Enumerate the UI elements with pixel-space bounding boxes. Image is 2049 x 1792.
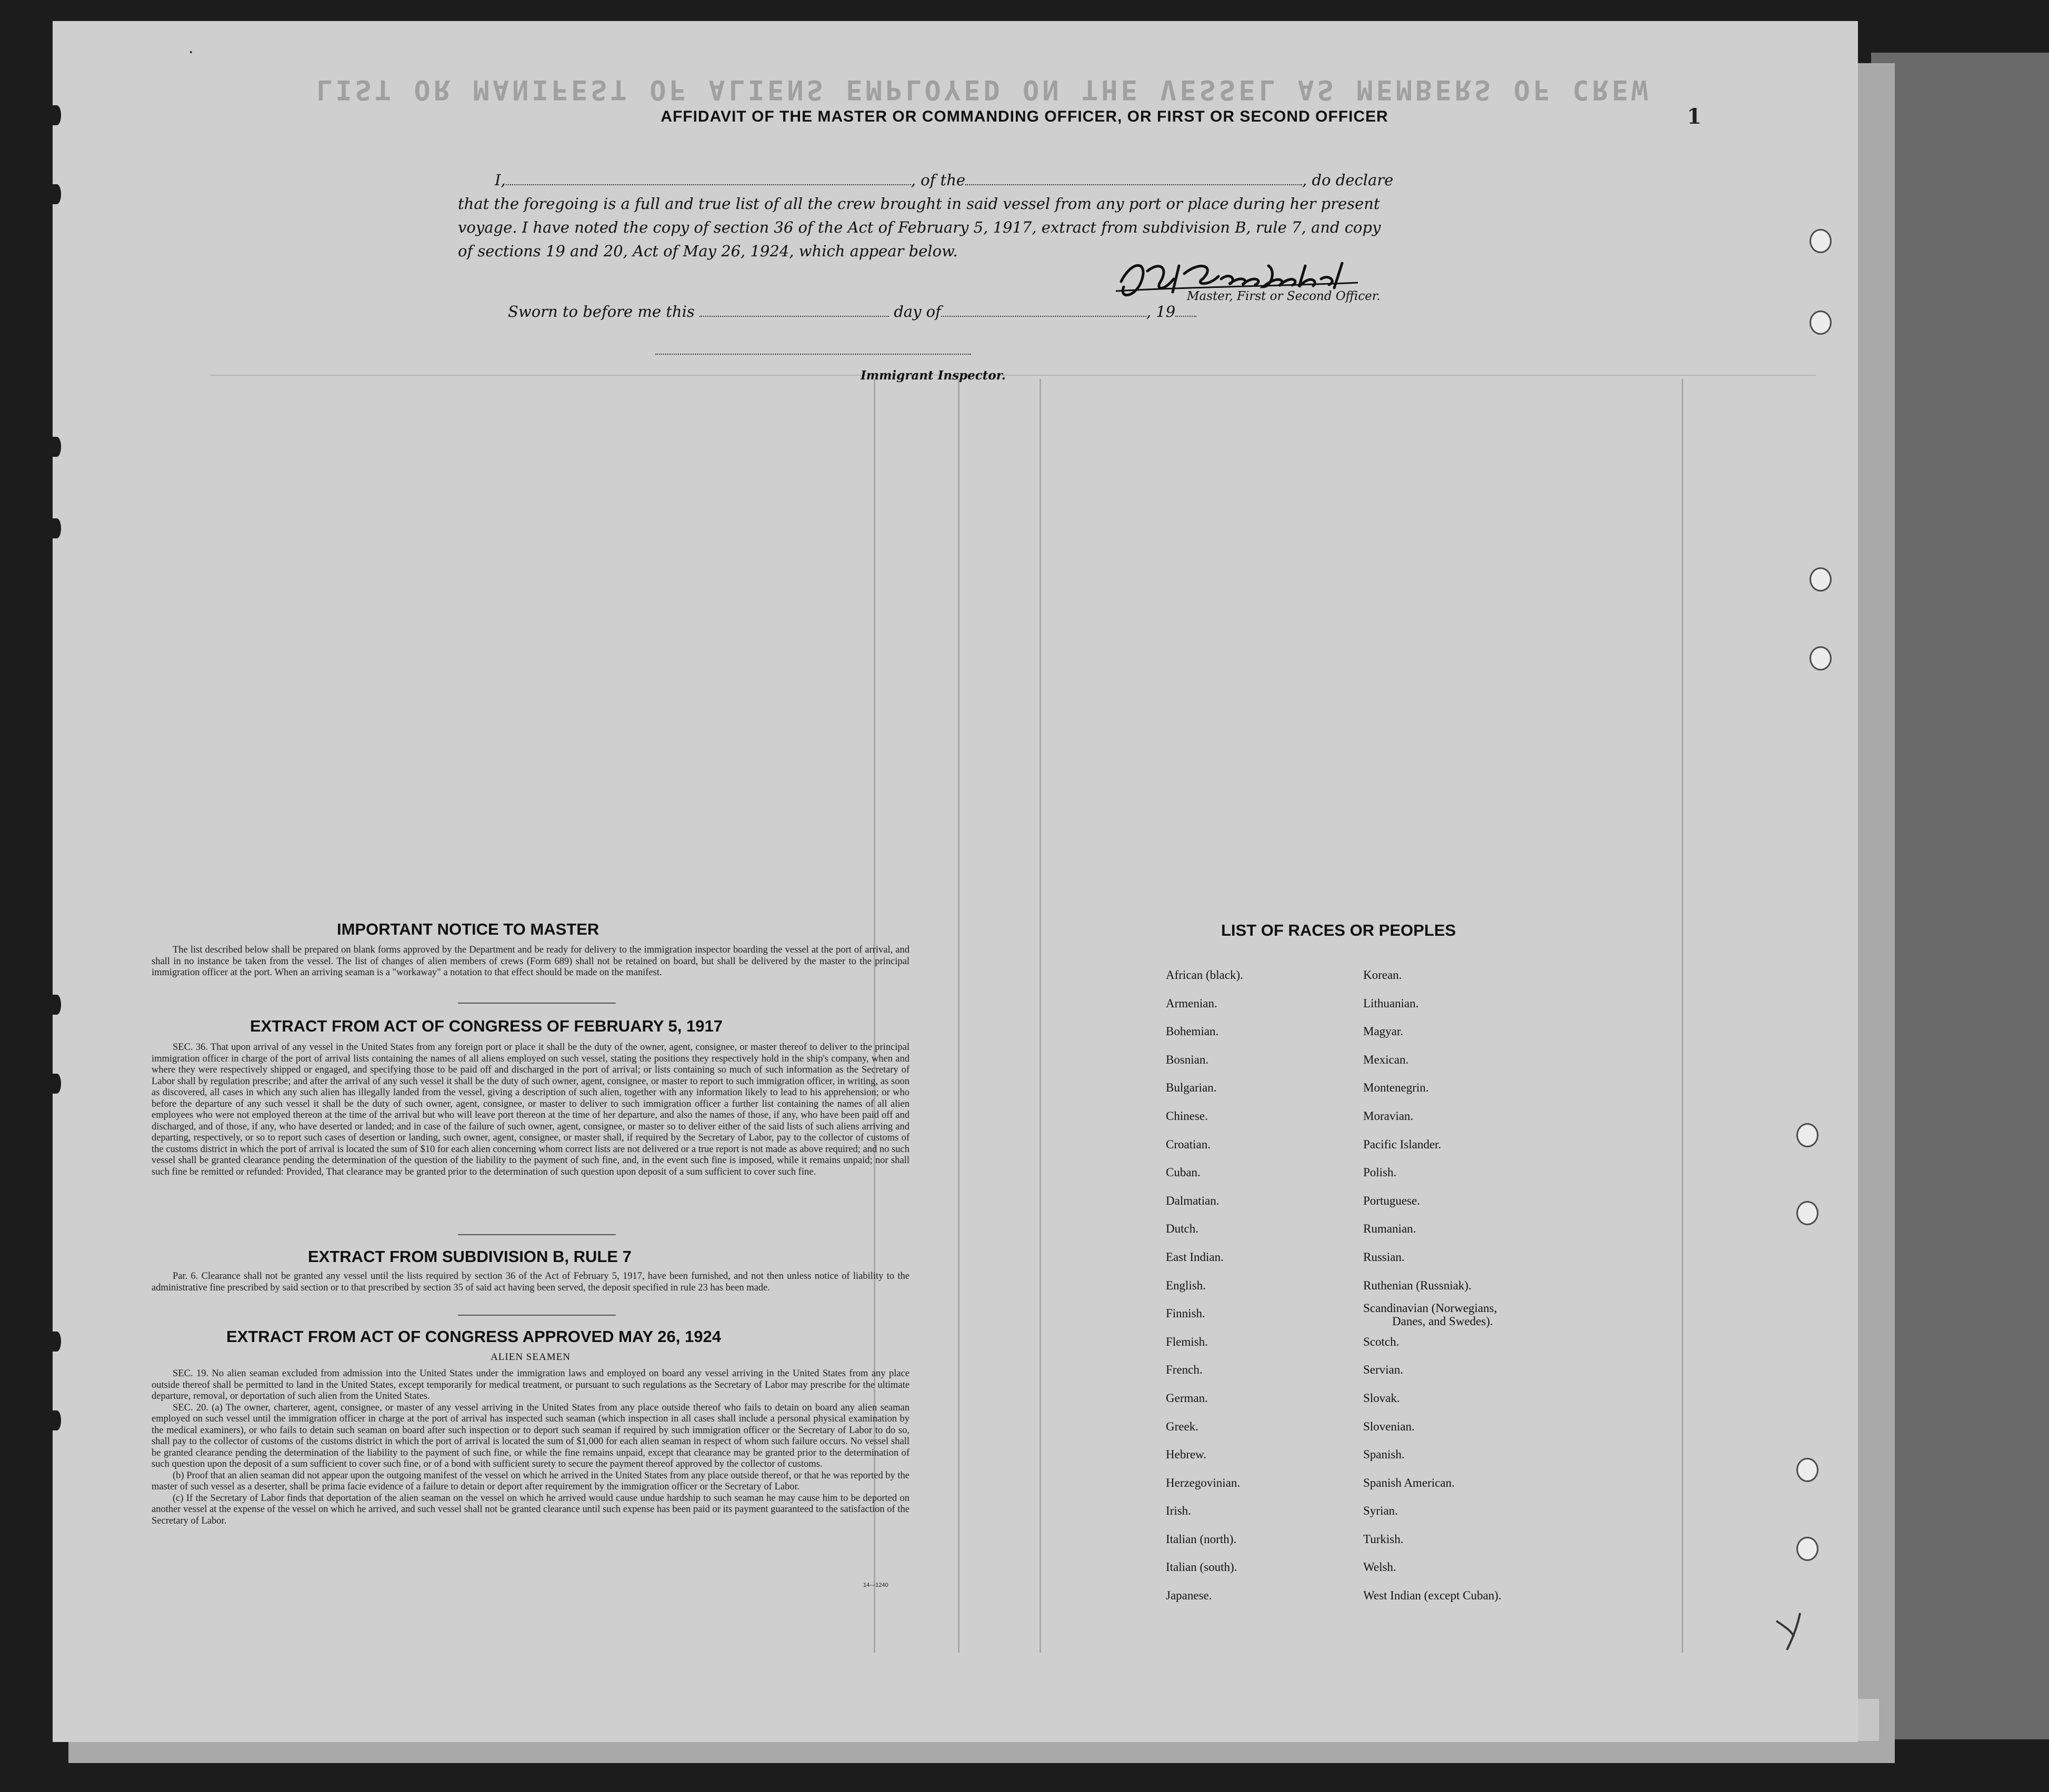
bleed-through-heading: LIST OR MANIFEST OF ALIENS EMPLOYED ON THE VESSEL AS MEMBERS OF CREW bbox=[316, 74, 1651, 105]
inspector-caption: Immigrant Inspector. bbox=[861, 368, 1006, 383]
race-item: Ruthenian (Russniak). bbox=[1363, 1278, 1472, 1292]
race-item: Armenian. bbox=[1166, 996, 1217, 1010]
races-list-right bbox=[1363, 961, 1502, 1610]
races-list-left bbox=[1166, 961, 1243, 1610]
signature-caption: Master, First or Second Officer. bbox=[1187, 289, 1381, 303]
race-item: Hebrew. bbox=[1166, 1448, 1207, 1461]
left-edge-hole bbox=[53, 1074, 61, 1094]
race-item: Spanish. bbox=[1363, 1448, 1405, 1461]
race-item: Herzegovinian. bbox=[1166, 1476, 1241, 1489]
bleed-through-column-line bbox=[1040, 379, 1041, 1653]
race-item: Japanese. bbox=[1166, 1589, 1212, 1603]
race-item: Spanish American. bbox=[1363, 1476, 1455, 1489]
race-item: Chinese. bbox=[1166, 1109, 1208, 1123]
left-edge-hole bbox=[53, 184, 61, 204]
vessel-fill-line bbox=[965, 171, 1302, 185]
underlying-sheet bbox=[1871, 53, 2049, 1739]
race-item: Polish. bbox=[1363, 1166, 1397, 1179]
left-edge-hole bbox=[53, 518, 61, 538]
race-item: Italian (north). bbox=[1166, 1532, 1237, 1546]
punch-hole bbox=[1810, 567, 1832, 592]
extract-1917-heading: EXTRACT FROM ACT OF CONGRESS OF FEBRUARY 5, 1917 bbox=[250, 1017, 723, 1035]
race-item: Servian. bbox=[1363, 1363, 1404, 1377]
day-of-label: day of bbox=[894, 303, 941, 321]
punch-hole bbox=[1810, 646, 1832, 670]
race-item: Dalmatian. bbox=[1166, 1194, 1220, 1207]
inspector-signature-line bbox=[655, 354, 971, 355]
race-item: Welsh. bbox=[1363, 1560, 1396, 1574]
punch-hole bbox=[1796, 1201, 1818, 1225]
sworn-year-fill-line bbox=[1175, 303, 1196, 317]
race-item: Dutch. bbox=[1166, 1222, 1198, 1236]
corner-pencil-mark: . bbox=[187, 41, 195, 57]
race-item: Portuguese. bbox=[1363, 1194, 1420, 1207]
race-item: Slovak. bbox=[1363, 1391, 1400, 1405]
extract-rule7-heading: EXTRACT FROM SUBDIVISION B, RULE 7 bbox=[308, 1247, 632, 1266]
race-item: French. bbox=[1166, 1363, 1203, 1377]
race-item: Scotch. bbox=[1363, 1335, 1400, 1348]
left-edge-hole bbox=[53, 105, 61, 125]
race-item: Cuban. bbox=[1166, 1166, 1201, 1179]
race-item: Turkish. bbox=[1363, 1532, 1404, 1546]
affidavit-title: AFFIDAVIT OF THE MASTER OR COMMANDING OFFICER, OR FIRST OR SECOND OFFICER bbox=[661, 108, 1388, 125]
bleed-through-rule bbox=[211, 375, 1816, 376]
race-item: East Indian. bbox=[1166, 1250, 1224, 1264]
race-item: African (black). bbox=[1166, 968, 1243, 982]
declaration-line-1 bbox=[458, 168, 1453, 192]
pencil-check-mark bbox=[1774, 1610, 1805, 1653]
extract-1924-body bbox=[152, 1368, 909, 1527]
section-20b-text: (b) Proof that an alien seaman did not appear upon the outgoing manifest of the vessel on which he arrived in the United States from any place outside thereof, or that he was reported by the master of such vessel as a deserter, shall be prima facie evidence of a failure to detain or deport after requirement by the immigration officer or the Secretary of Labor. bbox=[152, 1470, 909, 1492]
race-item: Finnish. bbox=[1166, 1307, 1205, 1320]
affidavit-declaration bbox=[458, 168, 1453, 263]
sworn-day-fill-line bbox=[699, 303, 889, 317]
race-item: Lithuanian. bbox=[1363, 996, 1419, 1010]
left-edge-hole bbox=[53, 995, 61, 1015]
of-the-label: , of the bbox=[911, 171, 966, 189]
race-item: West Indian (except Cuban). bbox=[1363, 1589, 1502, 1603]
race-item: Mexican. bbox=[1363, 1053, 1409, 1066]
extract-1924-heading: EXTRACT FROM ACT OF CONGRESS APPROVED MAY 26, 1924 bbox=[226, 1327, 721, 1346]
notice-heading: IMPORTANT NOTICE TO MASTER bbox=[337, 920, 599, 938]
section-rule bbox=[458, 1315, 616, 1316]
section-19-text: SEC. 19. No alien seaman excluded from admission into the United States under the immigration laws and employed on board any vessel arriving in the United States from any place outside thereof shall be permitted to land in the United States, except temporarily for medical treatment, or pursuant to such regulations as the Secretary of Labor may prescribe for the ultimate departure, removal, or deportation of such alien from the United States. bbox=[152, 1368, 909, 1401]
race-item: Syrian. bbox=[1363, 1504, 1398, 1518]
races-heading: LIST OF RACES OR PEOPLES bbox=[1221, 921, 1456, 939]
race-item: Russian. bbox=[1363, 1250, 1405, 1264]
bleed-through-column-line bbox=[1682, 379, 1683, 1653]
declaration-line-4: of sections 19 and 20, Act of May 26, 1924, which appear below. bbox=[458, 242, 958, 260]
sworn-label: Sworn to before me this bbox=[508, 303, 695, 321]
extract-rule7-text: Par. 6. Clearance shall not be granted any vessel until the lists required by section 36 of the Act of February 5, 1917, have been furnished, and not then unless notice of liability to the administrative fine prescribed by said section or to that prescribed by section 35 of said act having been served, the deposit specified in rule 23 has been made. bbox=[152, 1271, 909, 1293]
race-item: Irish. bbox=[1166, 1504, 1191, 1518]
section-20a-text: SEC. 20. (a) The owner, charterer, agent, consignee, or master of any vessel arriving in the United States from any place outside thereof who fails to detain on board any alien seaman employed on such vessel until the immigration officer in charge at the port of arrival has inspected such seaman (which inspection in all cases shall include a personal physical examination by the medical examiners), or who fails to detain such seaman on board after such inspection or to deport such seaman if required by such immigration officer or the Secretary of Labor to do so, shall pay to the collector of customs of the customs district in which the port of arrival is located the sum of $1,000 for each alien seaman in respect of whom such failure occurs. No vessel shall be granted clearance pending the determination of the liability to the payment of such fine, or while the fine remains unpaid, except that clearance may be granted prior to the determination of such question upon the deposit of a sum sufficient to cover such fine, or of a bond with sufficient surety to secure the payment thereof approved by the collector of customs. bbox=[152, 1402, 909, 1469]
race-item: English. bbox=[1166, 1278, 1206, 1292]
punch-hole bbox=[1796, 1123, 1818, 1147]
bleed-through-column-line bbox=[958, 379, 959, 1653]
declaration-line-2: that the foregoing is a full and true list of all the crew brought in said vessel from any port or place during her present bbox=[458, 195, 1380, 213]
race-item: Magyar. bbox=[1363, 1025, 1404, 1038]
left-edge-hole bbox=[53, 1410, 61, 1430]
race-item: Bosnian. bbox=[1166, 1053, 1209, 1066]
name-fill-line bbox=[506, 171, 911, 185]
left-edge-hole bbox=[53, 437, 61, 457]
section-rule bbox=[458, 1003, 616, 1004]
race-item: Moravian. bbox=[1363, 1109, 1414, 1123]
sworn-month-fill-line bbox=[941, 303, 1146, 317]
section-rule bbox=[458, 1234, 616, 1235]
race-item: Bulgarian. bbox=[1166, 1081, 1217, 1095]
form-code: 14—1240 bbox=[863, 1582, 888, 1588]
punch-hole bbox=[1810, 229, 1832, 253]
year-label: , 19 bbox=[1146, 303, 1176, 321]
do-declare-label: , do declare bbox=[1302, 171, 1394, 189]
sworn-line bbox=[508, 303, 1196, 321]
left-edge-hole bbox=[53, 1332, 61, 1351]
punch-hole bbox=[1810, 311, 1832, 335]
i-label: I, bbox=[495, 171, 506, 189]
punch-hole bbox=[1796, 1458, 1818, 1482]
race-item: German. bbox=[1166, 1391, 1208, 1405]
race-item: Flemish. bbox=[1166, 1335, 1208, 1348]
alien-seamen-subheading: ALIEN SEAMEN bbox=[491, 1351, 571, 1363]
extract-1917-text: SEC. 36. That upon arrival of any vessel in the United States from any foreign port or place it shall be the duty of the owner, agent, consignee, or master thereof to deliver to the principal immigration officer in charge of the port of arrival lists containing the names of all aliens employed on such vessel, stating the positions they respectively hold in the ship's company, when and where they were respectively shipped or engaged, and specifying those to be paid off and discharged in the port of arrival; or lists containing so much of such information as the Secretary of Labor shall by regulation prescribe; and after the arrival of any such vessel it shall be the duty of such owner, agent, consignee, or master to report to such immigration officer, in writing, as soon as discovered, all cases in which any such alien has illegally landed from the vessel, giving a description of such alien, together with any information likely to lead to his apprehension; or who before the departure of any such vessel it shall be the duty of such owner, agent, consignee, or master to deliver to such immigration officer a further list containing the names of all alien employees who were not employed thereon at the time of the arrival but who will leave port thereon at the time of her departure, and also the names of those, if any, who have been paid off and discharged, and of those, if any, who have deserted or landed; and in case of the failure of such owner, agent, consignee, or master so to deliver either of the said lists of such aliens arriving and departing, respectively, or so to report such cases of desertion or landing, such owner, agent, consignee, or master shall, if required by the Secretary of Labor, pay to the collector of customs of the customs district in which the port of arrival is located the sum of $10 for each alien concerning whom correct lists are not delivered or a true report is not made as above required; and no such vessel shall be granted clearance pending the determination of the question of the liability to the payment of such fine, and, in the event such fine is imposed, while it remains unpaid; nor shall such fine be remitted or refunded: Provided, That clearance may be granted prior to the determination of such question upon deposit of a sum sufficient to cover such fine. bbox=[152, 1042, 909, 1177]
race-item: Rumanian. bbox=[1363, 1222, 1416, 1236]
race-item: Korean. bbox=[1363, 968, 1402, 982]
declaration-line-3: voyage. I have noted the copy of section 36 of the Act of February 5, 1917, extract from subdivision B, rule 7, and copy bbox=[458, 218, 1381, 236]
race-item: Greek. bbox=[1166, 1419, 1198, 1433]
section-20c-text: (c) If the Secretary of Labor finds that deportation of the alien seaman on the vessel on which he arrived would cause undue hardship to such seaman he may cause him to be deported on another vessel at the expense of the vessel on which he arrived, and such vessel shall not be granted clearance until such expense has been paid or its payment guaranteed to the satisfaction of the Secretary of Labor. bbox=[152, 1493, 909, 1526]
race-item: Italian (south). bbox=[1166, 1560, 1237, 1574]
page-number: 1 bbox=[1687, 104, 1702, 129]
race-item: Scandinavian (Norwegians, Danes, and Swedes). bbox=[1363, 1302, 1497, 1328]
race-item: Slovenian. bbox=[1363, 1419, 1415, 1433]
punch-hole bbox=[1796, 1537, 1818, 1561]
race-item: Bohemian. bbox=[1166, 1025, 1219, 1038]
race-item: Montenegrin. bbox=[1363, 1081, 1429, 1095]
notice-text: The list described below shall be prepared on blank forms approved by the Department and be ready for delivery to the immigration inspector boarding the vessel at the port of arrival, and shall in no instance be taken from the vessel. The list of changes of alien members of crews (Form 689) shall not be retained on board, but shall be delivered by the master to the principal immigration officer at the port. When an arriving seaman is a "workaway" a notation to that effect should be made on the manifest. bbox=[152, 945, 909, 978]
race-item: Croatian. bbox=[1166, 1137, 1211, 1151]
race-item: Pacific Islander. bbox=[1363, 1137, 1442, 1151]
